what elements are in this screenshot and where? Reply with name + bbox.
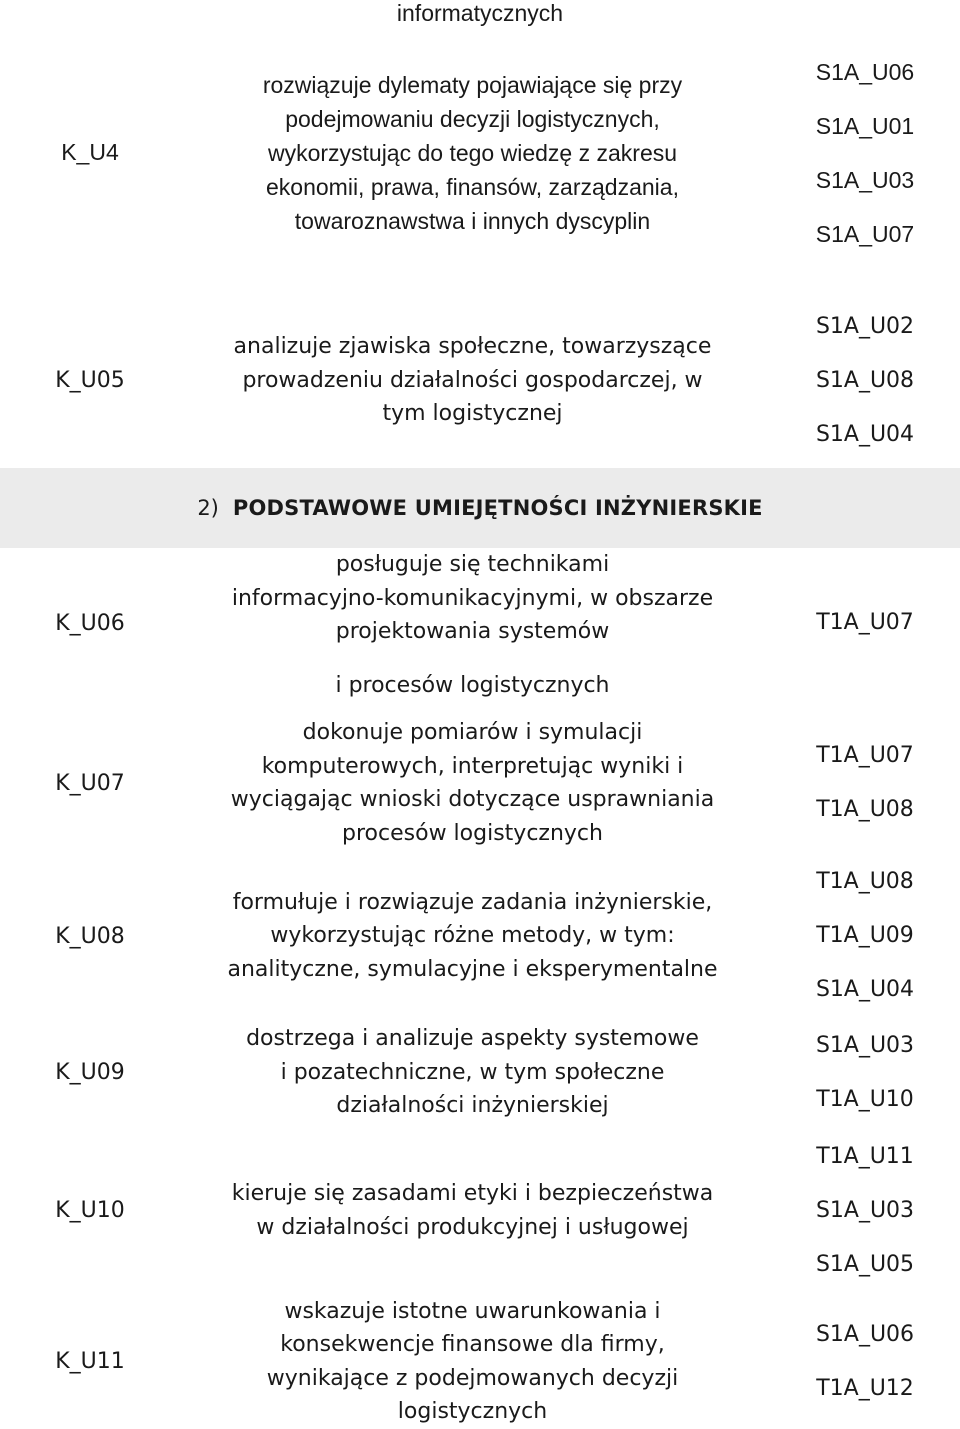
description-line: wykorzystując różne metody, w tym:	[270, 923, 675, 949]
reference-code: S1A_U05	[815, 1251, 915, 1277]
description-line: działalności inżynierskiej	[336, 1093, 609, 1119]
table-row	[0, 548, 960, 698]
outcome-code: K_U08	[55, 923, 125, 949]
section-header	[0, 468, 960, 548]
description-line: analityczne, symulacyjne i eksperymentalne	[227, 956, 718, 982]
reference-codes	[790, 1020, 940, 1125]
reference-code: T1A_U08	[816, 797, 914, 822]
outcome-description	[185, 856, 760, 1016]
outcome-code: K_U07	[55, 770, 125, 796]
description-line: procesów logistycznych	[342, 820, 603, 846]
reference-code: T1A_U11	[816, 1143, 914, 1169]
description-line: dokonuje pomiarów i symulacji	[302, 720, 643, 745]
description-line: informacyjno-komunikacyjnymi, w obszarze	[231, 585, 714, 611]
reference-code: S1A_U06	[815, 1321, 915, 1347]
outcome-description	[185, 298, 760, 463]
reference-code: T1A_U10	[816, 1086, 914, 1112]
description-line: wskazuje istotne uwarunkowania i	[284, 1298, 661, 1324]
description-line: rozwiązuje dylematy pojawiające się przy	[262, 71, 683, 98]
reference-codes	[790, 298, 940, 463]
description-line: formułuje i rozwiązuje zadania inżynierskie,	[232, 889, 713, 915]
reference-code: S1A_U07	[815, 220, 915, 247]
reference-code: S1A_U01	[815, 112, 915, 139]
reference-codes	[790, 856, 940, 1016]
continued-text-fragment: informatycznych	[396, 0, 564, 26]
table-row	[0, 1020, 960, 1125]
outcome-code: K_U06	[55, 610, 125, 636]
reference-code: S1A_U03	[815, 1197, 915, 1223]
description-line: dostrzega i analizuje aspekty systemowe	[246, 1026, 699, 1052]
reference-code: T1A_U07	[816, 610, 914, 635]
outcome-code: K_U11	[55, 1349, 125, 1374]
section-number: 2)	[197, 496, 219, 520]
reference-code: T1A_U09	[816, 923, 914, 948]
description-line: w działalności produkcyjnej i usługowej	[256, 1214, 689, 1240]
outcome-code: K_U09	[55, 1060, 125, 1085]
description-line: wynikające z podejmowanych decyzji	[266, 1365, 679, 1391]
description-line: towaroznawstwa i innych dyscyplin	[294, 207, 651, 234]
outcome-description	[185, 708, 760, 858]
outcome-description	[185, 1020, 760, 1125]
description-line: komputerowych, interpretując wyniki i	[261, 753, 684, 779]
description-line: podejmowaniu decyzji logistycznych,	[285, 105, 660, 132]
description-line: wyciągając wnioski dotyczące usprawniania	[230, 787, 715, 812]
description-line: projektowania systemów	[335, 619, 610, 644]
outcome-description	[185, 30, 760, 275]
section-title: PODSTAWOWE UMIEJĘTNOŚCI INŻYNIERSKIE	[232, 496, 763, 520]
description-line: logistycznych	[397, 1399, 548, 1424]
reference-code: S1A_U03	[815, 166, 915, 193]
reference-codes	[790, 30, 940, 275]
reference-code: S1A_U06	[815, 58, 915, 85]
outcome-code: K_U05	[55, 368, 125, 393]
reference-codes	[790, 1128, 940, 1293]
table-row	[0, 30, 960, 275]
description-line: prowadzeniu działalności gospodarczej, w	[242, 367, 703, 393]
outcome-description	[185, 1295, 760, 1428]
table-row	[0, 1295, 960, 1428]
reference-codes	[790, 708, 940, 858]
reference-codes	[790, 548, 940, 698]
outcome-code: K_U4	[61, 139, 119, 165]
description-line: i procesów logistycznych	[335, 672, 610, 698]
reference-code: S1A_U04	[815, 977, 915, 1002]
reference-code: T1A_U07	[816, 743, 914, 768]
description-line: kieruje się zasadami etyki i bezpieczeństwa	[231, 1181, 714, 1206]
description-line: i pozatechniczne, w tym społeczne	[280, 1059, 665, 1085]
reference-code: T1A_U12	[816, 1375, 914, 1401]
reference-code: S1A_U02	[815, 313, 915, 339]
reference-codes	[790, 1295, 940, 1428]
reference-code: S1A_U03	[815, 1032, 915, 1058]
reference-code: S1A_U04	[815, 421, 915, 447]
outcome-code: K_U10	[55, 1198, 125, 1223]
description-line: konsekwencje finansowe dla firmy,	[280, 1332, 665, 1357]
reference-code: S1A_U08	[815, 367, 915, 393]
description-line: analizuje zjawiska społeczne, towarzyszące	[233, 334, 712, 360]
table-row	[0, 856, 960, 1016]
description-line: wykorzystując do tego wiedzę z zakresu	[267, 139, 678, 166]
outcome-description	[185, 548, 760, 698]
outcome-description	[185, 1128, 760, 1293]
table-row	[0, 708, 960, 858]
description-line: ekonomii, prawa, finansów, zarządzania,	[266, 173, 679, 200]
description-line: posługuje się technikami	[335, 552, 610, 577]
table-row	[0, 1128, 960, 1293]
reference-code: T1A_U08	[816, 869, 914, 894]
description-line: tym logistycznej	[382, 401, 563, 427]
table-row	[0, 298, 960, 463]
